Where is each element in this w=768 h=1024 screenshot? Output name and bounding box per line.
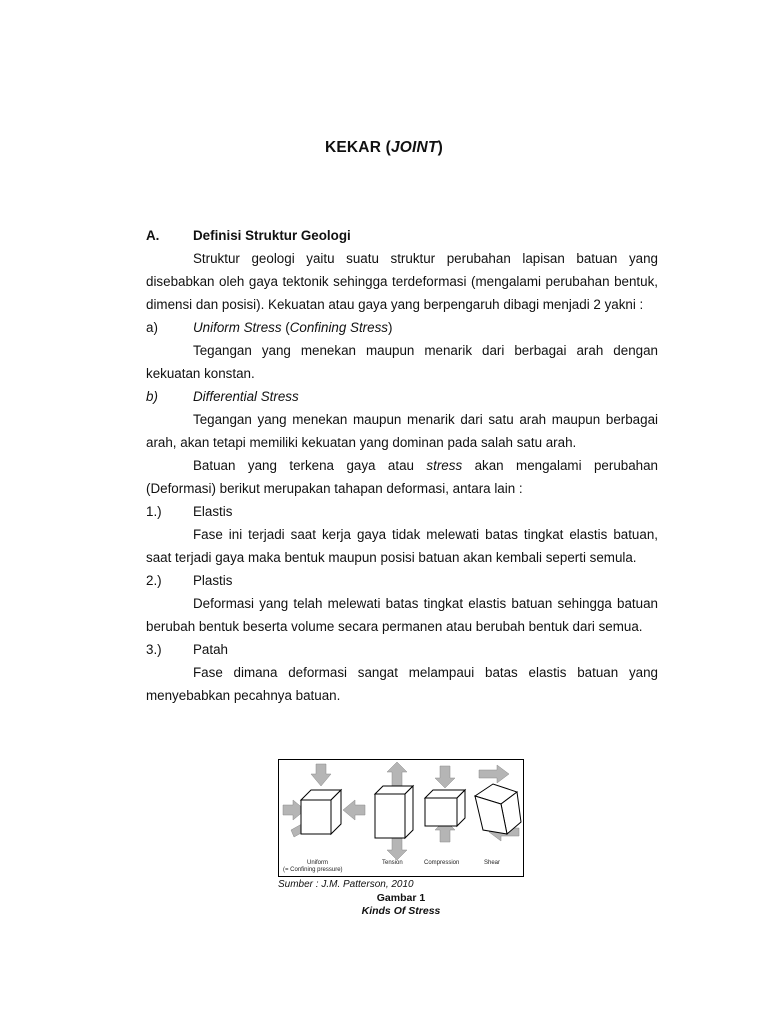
paragraph-b: Tegangan yang menekan maupun menarik dari satu arah maupun berbagai arah, akan tetapi memiliki kekuatan yang dominan pada salah satu arah. xyxy=(146,412,658,450)
paragraph-2: Deformasi yang telah melewati batas tingkat elastis batuan sehingga batuan berubah bentuk beserta volume secara permanen atau berubah bentuk dari semua. xyxy=(146,596,658,634)
figure-caption-number: Gambar 1 xyxy=(376,892,426,904)
title-text: KEKAR ( xyxy=(324,139,391,156)
list-item-2 xyxy=(146,569,658,592)
list-item-b xyxy=(146,385,658,408)
item-number: 2.) xyxy=(146,573,162,588)
figure-caption-title: Kinds Of Stress xyxy=(361,905,441,917)
item-number: 1.) xyxy=(146,504,162,519)
list-item-1 xyxy=(146,500,658,523)
tension-block xyxy=(375,786,413,838)
list-item-a xyxy=(146,316,658,339)
item-label: Elastis xyxy=(193,504,233,519)
label-confining: (= Confining pressure) xyxy=(283,867,343,873)
uniform-right-arrow xyxy=(343,800,365,820)
uniform-top-arrow xyxy=(311,764,331,786)
label-tension: Tension xyxy=(382,860,403,866)
title-close: ) xyxy=(437,139,443,156)
title-italic-text: JOINT xyxy=(390,139,438,156)
paragraph-intro: Struktur geologi yaitu suatu struktur perubahan lapisan batuan yang disebabkan oleh gaya tektonik sehingga terdeformasi (mengalami perubahan bentuk, dimensi dan posisi). Kekuatan atau gaya yang berpengaruh dibagi menjadi 2 yakni : xyxy=(146,251,658,312)
item-label: Patah xyxy=(193,642,228,657)
stress-figure xyxy=(278,759,524,877)
uniform-cube xyxy=(301,790,341,834)
section-number: A. xyxy=(146,228,160,243)
page-title xyxy=(0,139,768,157)
stress-diagram xyxy=(279,760,522,875)
tension-top-arrow xyxy=(387,762,407,786)
tension-bottom-arrow xyxy=(387,836,407,860)
section-title: Definisi Struktur Geologi xyxy=(193,228,351,243)
item-label: Uniform Stress (Confining Stress) xyxy=(193,320,393,335)
paragraph-3: Fase dimana deformasi sangat melampaui batas elastis batuan yang menyebabkan pecahnya batuan. xyxy=(146,665,658,703)
compression-top-arrow xyxy=(435,766,455,788)
item-label: Differential Stress xyxy=(193,389,299,404)
paragraph-a: Tegangan yang menekan maupun menarik dari berbagai arah dengan kekuatan konstan. xyxy=(146,343,658,381)
label-shear: Shear xyxy=(484,860,501,866)
body-content xyxy=(146,224,658,707)
label-uniform: Uniform xyxy=(307,860,329,866)
paragraph-1: Fase ini terjadi saat kerja gaya tidak melewati batas tingkat elastis batuan, saat terjadi gaya maka bentuk maupun posisi batuan akan kembali seperti semula. xyxy=(146,527,658,565)
section-heading xyxy=(146,224,658,247)
item-label: Plastis xyxy=(193,573,233,588)
list-item-3 xyxy=(146,638,658,661)
figure-source: Sumber : J.M. Patterson, 2010 xyxy=(278,879,414,890)
shear-top-arrow xyxy=(479,765,509,783)
item-number: b) xyxy=(146,389,158,404)
item-number: 3.) xyxy=(146,642,162,657)
label-compression: Compression xyxy=(424,860,460,866)
paragraph-deformation: Batuan yang terkena gaya atau stress akan mengalami perubahan (Deformasi) berikut merupakan tahapan deformasi, antara lain : xyxy=(146,458,659,496)
compression-block xyxy=(425,790,465,826)
shear-block xyxy=(475,784,521,834)
item-number: a) xyxy=(146,320,158,335)
